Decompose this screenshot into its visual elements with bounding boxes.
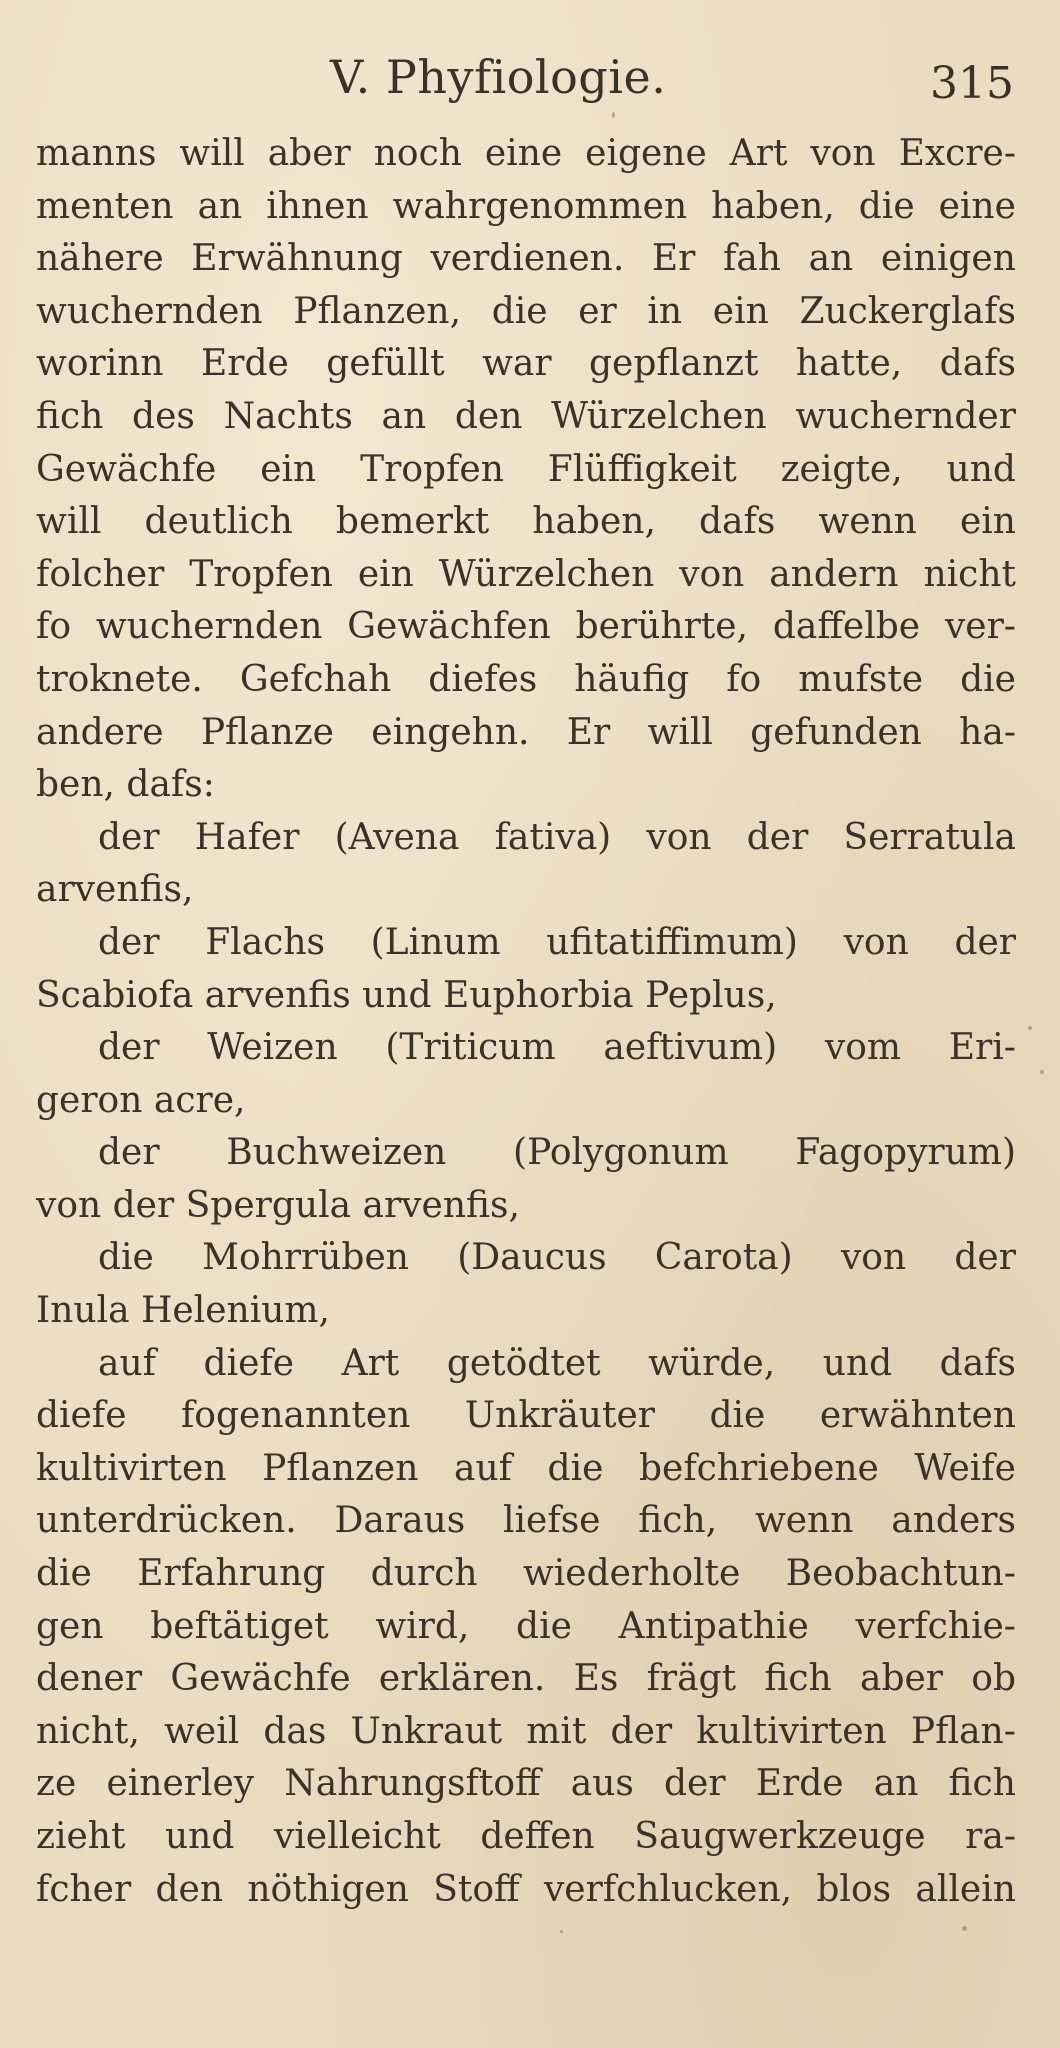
body-text bbox=[36, 128, 1016, 1916]
word: dafs bbox=[698, 501, 776, 543]
text-line: Inula Helenium, bbox=[36, 1290, 330, 1332]
word: (Triticum bbox=[385, 1027, 556, 1069]
word: will bbox=[647, 711, 713, 753]
word: auf bbox=[453, 1447, 512, 1489]
text-line bbox=[36, 1338, 1016, 1391]
text-line bbox=[36, 1811, 1016, 1864]
word: aeftivum) bbox=[603, 1027, 778, 1069]
word: mufste bbox=[798, 658, 924, 700]
word: Es bbox=[573, 1658, 619, 1700]
word: der bbox=[954, 1237, 1016, 1279]
word: befchriebene bbox=[638, 1447, 879, 1489]
word: daffelbe bbox=[772, 606, 921, 648]
text-line bbox=[36, 286, 1016, 339]
word: nähere bbox=[36, 238, 164, 280]
word: dafs bbox=[939, 1342, 1016, 1384]
text-line: geron acre, bbox=[36, 1079, 246, 1121]
word: und bbox=[946, 448, 1016, 490]
word: an bbox=[873, 1763, 919, 1805]
word: nicht bbox=[923, 553, 1016, 595]
word: anders bbox=[891, 1500, 1016, 1542]
word: Er bbox=[566, 711, 611, 753]
word: Gefchah bbox=[239, 658, 392, 700]
word: ein bbox=[357, 553, 414, 595]
text-line bbox=[36, 601, 1016, 654]
word: würde, bbox=[648, 1342, 776, 1384]
word: den bbox=[155, 1868, 224, 1910]
word: berührte, bbox=[575, 606, 748, 648]
word: eine bbox=[938, 185, 1016, 227]
word: fcher bbox=[36, 1868, 132, 1910]
text-line bbox=[36, 654, 1016, 707]
text-line: Scabiofa arvenfis und Euphorbia Peplus, bbox=[36, 974, 777, 1016]
word: gefunden bbox=[750, 711, 922, 753]
word: dener bbox=[36, 1658, 143, 1700]
word: will bbox=[179, 133, 245, 174]
word: an bbox=[381, 395, 427, 437]
text-line bbox=[36, 233, 1016, 286]
word: vielleicht bbox=[273, 1816, 441, 1857]
word: eine bbox=[484, 133, 563, 174]
text-line bbox=[36, 1864, 1016, 1917]
word: Serratula bbox=[843, 816, 1016, 858]
word: troknete. bbox=[36, 658, 203, 700]
text-line bbox=[36, 338, 1016, 391]
text-line bbox=[36, 812, 1016, 865]
word: ufitatiffimum) bbox=[546, 921, 798, 963]
word: aber bbox=[859, 1658, 944, 1700]
word: den bbox=[454, 395, 523, 437]
word: weil bbox=[164, 1710, 240, 1752]
word: allein bbox=[915, 1868, 1016, 1910]
word: Eri- bbox=[948, 1027, 1016, 1069]
text-line bbox=[36, 917, 1016, 970]
word: gefüllt bbox=[326, 343, 445, 385]
word: er bbox=[578, 290, 617, 332]
word: Erfahrung bbox=[137, 1553, 326, 1595]
word: Pflan- bbox=[910, 1710, 1016, 1752]
text-line: arvenfis, bbox=[36, 869, 194, 911]
word: Art bbox=[341, 1342, 400, 1384]
word: zeigte, bbox=[780, 448, 903, 490]
word: einerley bbox=[106, 1763, 255, 1805]
word: von bbox=[843, 921, 909, 963]
word: der bbox=[664, 1763, 726, 1805]
word: Gewächfe bbox=[170, 1658, 351, 1700]
word: Nachts bbox=[223, 395, 353, 437]
word: (Linum bbox=[370, 921, 501, 963]
word: getödtet bbox=[446, 1342, 601, 1384]
word: (Polygonum bbox=[513, 1132, 729, 1174]
word: Art bbox=[729, 133, 788, 174]
word: unterdrücken. bbox=[36, 1500, 297, 1542]
word: fativa) bbox=[494, 816, 612, 858]
word: ob bbox=[971, 1658, 1016, 1700]
word: wahrgenommen bbox=[392, 185, 688, 227]
paper-speck bbox=[560, 1930, 563, 1933]
word: ver- bbox=[944, 606, 1016, 648]
word: nöthigen bbox=[247, 1868, 409, 1910]
text-line bbox=[36, 1601, 1016, 1654]
word: die bbox=[709, 1395, 766, 1437]
word: wiederholte bbox=[522, 1553, 741, 1595]
word: Flüffigkeit bbox=[547, 448, 737, 490]
word: nicht, bbox=[36, 1710, 140, 1752]
word: der bbox=[98, 921, 160, 963]
word: Weizen bbox=[207, 1027, 338, 1069]
word: vom bbox=[824, 1027, 902, 1069]
word: die bbox=[98, 1237, 154, 1279]
word: Pflanze bbox=[200, 711, 334, 753]
word: dafs bbox=[939, 343, 1016, 385]
word: hatte, bbox=[795, 343, 903, 385]
word: Gewächfen bbox=[347, 606, 551, 648]
text-line bbox=[36, 549, 1016, 602]
text-line bbox=[36, 1232, 1016, 1285]
word: Pflanzen bbox=[262, 1447, 419, 1489]
word: die bbox=[36, 1553, 92, 1595]
word: fich bbox=[36, 395, 104, 437]
word: auf bbox=[98, 1342, 156, 1384]
word: Carota) bbox=[654, 1237, 793, 1279]
word: (Daucus bbox=[457, 1237, 607, 1279]
word: der bbox=[954, 921, 1016, 963]
word: von bbox=[840, 1237, 907, 1279]
text-line bbox=[36, 1022, 1016, 1075]
word: ihnen bbox=[266, 185, 369, 227]
word: der bbox=[610, 1710, 673, 1752]
word: ein bbox=[959, 501, 1016, 543]
paper-speck bbox=[1028, 1026, 1032, 1030]
word: Erde bbox=[755, 1763, 844, 1805]
word: frägt bbox=[646, 1658, 737, 1700]
word: Unkraut bbox=[350, 1710, 503, 1752]
text-line bbox=[36, 1443, 1016, 1496]
running-head: V. Phyfiologie. bbox=[330, 50, 667, 104]
word: Würzelchen bbox=[438, 553, 655, 595]
word: Unkräuter bbox=[464, 1395, 655, 1437]
text-line bbox=[36, 1758, 1016, 1811]
page-number: 315 bbox=[930, 58, 1014, 109]
word: Antipathie bbox=[618, 1605, 809, 1647]
word: erklären. bbox=[378, 1658, 546, 1700]
paper-speck bbox=[962, 1926, 967, 1931]
word: durch bbox=[370, 1553, 478, 1595]
word: kultivirten bbox=[696, 1710, 887, 1752]
word: Buchweizen bbox=[226, 1132, 447, 1174]
text-line bbox=[36, 1390, 1016, 1443]
word: wenn bbox=[754, 1500, 854, 1542]
word: einigen bbox=[880, 238, 1016, 280]
word: die bbox=[960, 658, 1016, 700]
paper-speck bbox=[1040, 1070, 1044, 1074]
word: und bbox=[822, 1342, 893, 1384]
word: gen bbox=[36, 1605, 104, 1647]
text-line bbox=[36, 707, 1016, 760]
word: will bbox=[36, 501, 102, 543]
word: die bbox=[516, 1605, 572, 1647]
word: fo bbox=[36, 606, 71, 648]
word: von bbox=[679, 553, 745, 595]
word: wuchernder bbox=[795, 395, 1016, 437]
word: worinn bbox=[36, 343, 164, 385]
word: Nahrungsftoff bbox=[284, 1763, 541, 1805]
word: der bbox=[98, 1132, 160, 1174]
word: liefse bbox=[503, 1500, 601, 1542]
word: Tropfen bbox=[189, 553, 333, 595]
word: fich, bbox=[638, 1500, 718, 1542]
text-line: ben, dafs: bbox=[36, 764, 215, 806]
word: Er bbox=[651, 238, 696, 280]
word: Pflanzen, bbox=[293, 290, 462, 332]
word: von bbox=[646, 816, 712, 858]
word: eingehn. bbox=[371, 711, 530, 753]
word: bemerkt bbox=[335, 501, 490, 543]
word: eigene bbox=[585, 133, 707, 174]
word: folcher bbox=[36, 553, 165, 595]
word: Erwähnung bbox=[191, 238, 403, 280]
word: die bbox=[547, 1447, 604, 1489]
page-header bbox=[0, 50, 1060, 120]
word: andern bbox=[769, 553, 899, 595]
word: blos bbox=[816, 1868, 892, 1910]
word: aus bbox=[570, 1763, 634, 1805]
word: Zuckerglafs bbox=[799, 290, 1016, 332]
word: wuchernden bbox=[36, 290, 263, 332]
text-line bbox=[36, 496, 1016, 549]
word: der bbox=[98, 816, 160, 858]
word: ze bbox=[36, 1763, 77, 1805]
text-line bbox=[36, 444, 1016, 497]
word: (Avena bbox=[334, 816, 460, 858]
word: andere bbox=[36, 711, 164, 753]
word: Beobachtun- bbox=[785, 1553, 1016, 1595]
text-line bbox=[36, 1548, 1016, 1601]
word: mit bbox=[526, 1710, 587, 1752]
word: verfchie- bbox=[855, 1605, 1016, 1647]
word: haben, bbox=[711, 185, 835, 227]
word: Excre- bbox=[898, 133, 1016, 174]
text-line bbox=[36, 1706, 1016, 1759]
word: verfchlucken, bbox=[543, 1868, 793, 1910]
word: fo bbox=[726, 658, 762, 700]
word: fogenannten bbox=[180, 1395, 411, 1437]
word: aber bbox=[267, 133, 351, 174]
word: diefe bbox=[36, 1395, 127, 1437]
word: wenn bbox=[818, 501, 917, 543]
word: ein bbox=[712, 290, 769, 332]
word: kultivirten bbox=[36, 1447, 227, 1489]
word: die bbox=[858, 185, 915, 227]
word: Gewächfe bbox=[36, 448, 217, 490]
word: zieht bbox=[36, 1816, 126, 1857]
word: ha- bbox=[959, 711, 1016, 753]
word: und bbox=[164, 1816, 235, 1857]
word: Würzelchen bbox=[551, 395, 767, 437]
word: beftätiget bbox=[150, 1605, 329, 1647]
word: Tropfen bbox=[360, 448, 504, 490]
word: an bbox=[808, 238, 854, 280]
word: fich bbox=[948, 1763, 1016, 1805]
word: fah bbox=[723, 238, 781, 280]
word: erwähnten bbox=[819, 1395, 1016, 1437]
word: manns bbox=[36, 133, 157, 174]
word: ra- bbox=[965, 1816, 1016, 1857]
word: haben, bbox=[532, 501, 656, 543]
text-line bbox=[36, 1127, 1016, 1180]
word: Daraus bbox=[334, 1500, 466, 1542]
text-line bbox=[36, 391, 1016, 444]
word: das bbox=[263, 1710, 327, 1752]
text-line bbox=[36, 1653, 1016, 1706]
word: des bbox=[132, 395, 195, 437]
word: diefe bbox=[203, 1342, 295, 1384]
text-line bbox=[36, 1495, 1016, 1548]
word: Erde bbox=[201, 343, 289, 385]
word: diefes bbox=[428, 658, 538, 700]
word: gepflanzt bbox=[588, 343, 759, 385]
text-line: von der Spergula arvenfis, bbox=[36, 1184, 520, 1226]
word: Stoff bbox=[433, 1868, 520, 1910]
word: der bbox=[746, 816, 809, 858]
word: deutlich bbox=[144, 501, 293, 543]
word: menten bbox=[36, 185, 174, 227]
word: fich bbox=[764, 1658, 832, 1700]
word: Fagopyrum) bbox=[795, 1132, 1016, 1174]
word: von bbox=[810, 133, 876, 174]
word: Weife bbox=[914, 1447, 1016, 1489]
text-line bbox=[36, 181, 1016, 234]
word: wuchernden bbox=[95, 606, 323, 648]
word: Saugwerkzeuge bbox=[634, 1816, 926, 1857]
text-line bbox=[36, 128, 1016, 181]
word: in bbox=[647, 290, 683, 332]
word: verdienen. bbox=[430, 238, 625, 280]
paper-speck bbox=[612, 112, 615, 118]
word: war bbox=[482, 343, 552, 385]
word: häufig bbox=[574, 658, 690, 700]
word: ein bbox=[260, 448, 317, 490]
word: Mohrrüben bbox=[202, 1237, 409, 1279]
word: wird, bbox=[375, 1605, 470, 1647]
word: der bbox=[98, 1027, 160, 1069]
word: die bbox=[491, 290, 548, 332]
word: an bbox=[197, 185, 243, 227]
word: noch bbox=[373, 133, 462, 174]
word: deffen bbox=[480, 1816, 595, 1857]
word: Hafer bbox=[194, 816, 300, 858]
word: Flachs bbox=[205, 921, 325, 963]
